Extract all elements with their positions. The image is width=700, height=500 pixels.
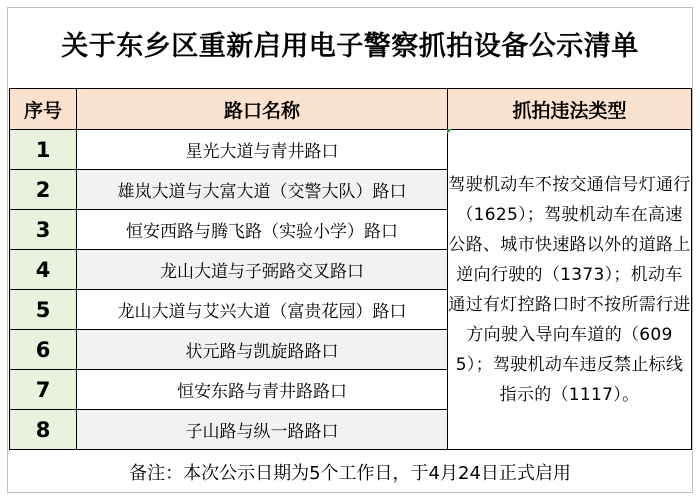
page-title: 关于东乡区重新启用电子警察抓拍设备公示清单 [61,30,639,62]
cell-comment-marker-icon [447,129,452,134]
footnote: 备注：本次公示日期为5个工作日，于4月24日正式启用 [129,463,571,484]
row-road-name: 子山路与纵一路路口 [77,410,448,450]
row-index: 7 [10,370,77,410]
row-index: 5 [10,290,77,330]
row-index: 8 [10,410,77,450]
device-list-table [9,88,692,450]
header-violation-type: 抓拍违法类型 [448,89,692,130]
header-road-name: 路口名称 [77,89,448,130]
violation-types-cell: 驾驶机动车不按交通信号灯通行（1625）；驾驶机动车在高速公路、城市快速路以外的道路上逆向行驶的（1373）；机动车通过有灯控路口时不按所需行进方向驶入导向车道的（6095）；驾驶机动车违反禁止标线指示的（1117）。 [448,130,692,450]
row-index: 3 [10,210,77,250]
row-road-name: 龙山大道与子弼路交叉路口 [77,250,448,290]
row-index: 6 [10,330,77,370]
row-road-name: 恒安西路与腾飞路（实验小学）路口 [77,210,448,250]
table-row [10,130,692,170]
row-road-name: 雄岚大道与大富大道（交警大队）路口 [77,170,448,210]
row-road-name: 龙山大道与艾兴大道（富贵花园）路口 [77,290,448,330]
table-header-row [10,89,692,130]
row-index: 4 [10,250,77,290]
row-index: 2 [10,170,77,210]
row-index: 1 [10,130,77,170]
row-road-name: 状元路与凯旋路路口 [77,330,448,370]
row-road-name: 恒安东路与青井路路口 [77,370,448,410]
header-index: 序号 [10,89,77,130]
row-road-name: 星光大道与青井路口 [77,130,448,170]
